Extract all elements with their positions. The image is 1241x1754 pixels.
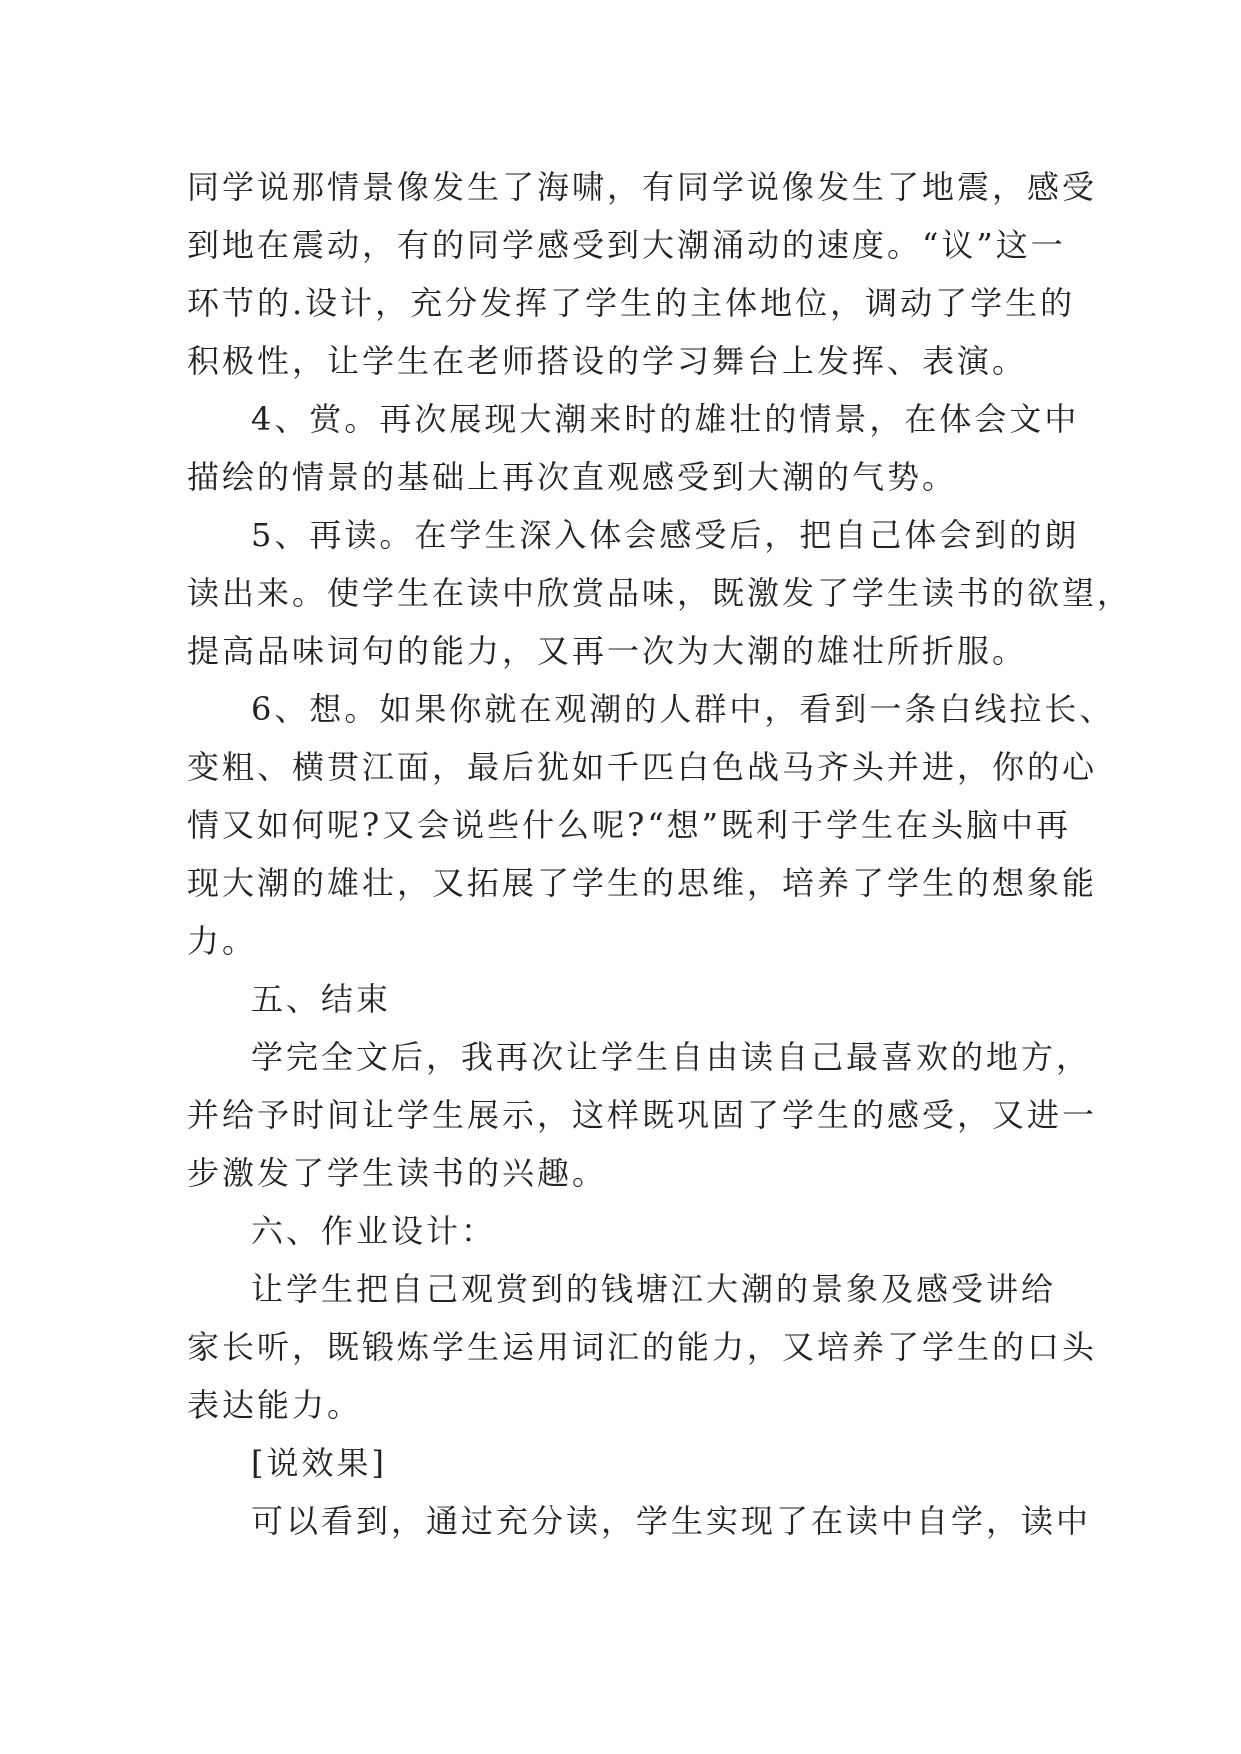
text-line: 6、想。如果你就在观潮的人群中，看到一条白线拉长、 [251, 690, 1115, 728]
text-line: 到地在震动，有的同学感受到大潮涌动的速度。“议”这一 [187, 226, 1066, 264]
text-line: 家长听，既锻炼学生运用词汇的能力，又培养了学生的口头 [187, 1328, 1098, 1366]
text-line: 步激发了学生读书的兴趣。 [187, 1154, 608, 1192]
text-line: 环节的.设计，充分发挥了学生的主体地位，调动了学生的 [187, 284, 1076, 322]
text-line: 现大潮的雄壮，又拓展了学生的思维，培养了学生的想象能 [187, 864, 1098, 902]
text-line: 让学生把自己观赏到的钱塘江大潮的景象及感受讲给 [251, 1270, 1057, 1308]
text-line: 描绘的情景的基础上再次直观感受到大潮的气势。 [187, 458, 958, 496]
text-line: 积极性，让学生在老师搭设的学习舞台上发挥、表演。 [187, 342, 1028, 380]
text-line: 5、再读。在学生深入体会感受后，把自己体会到的朗 [251, 516, 1080, 554]
text-line: 并给予时间让学生展示，这样既巩固了学生的感受，又进一 [187, 1096, 1098, 1134]
text-line: 情又如何呢?又会说些什么呢?“想”既利于学生在头脑中再 [187, 806, 1072, 844]
text-line: 学完全文后，我再次让学生自由读自己最喜欢的地方， [251, 1038, 1092, 1076]
text-line: 力。 [187, 922, 258, 960]
text-line: 提高品味词句的能力，又再一次为大潮的雄壮所折服。 [187, 632, 1028, 670]
text-line: 读出来。使学生在读中欣赏品味，既激发了学生读书的欲望， [187, 574, 1133, 612]
text-line: 变粗、横贯江面，最后犹如千匹白色战马齐头并进，你的心 [187, 748, 1098, 786]
text-line: 可以看到，通过充分读，学生实现了在读中自学，读中 [251, 1502, 1092, 1540]
section-heading: 六、作业设计： [251, 1212, 497, 1250]
text-line: 同学说那情景像发生了海啸，有同学说像发生了地震，感受 [187, 168, 1098, 206]
text-line: 4、赏。再次展现大潮来时的雄壮的情景，在体会文中 [251, 400, 1080, 438]
section-heading: [说效果] [251, 1444, 387, 1482]
document-body [187, 158, 1133, 1550]
section-heading: 五、结束 [251, 980, 392, 1018]
text-line: 表达能力。 [187, 1386, 363, 1424]
